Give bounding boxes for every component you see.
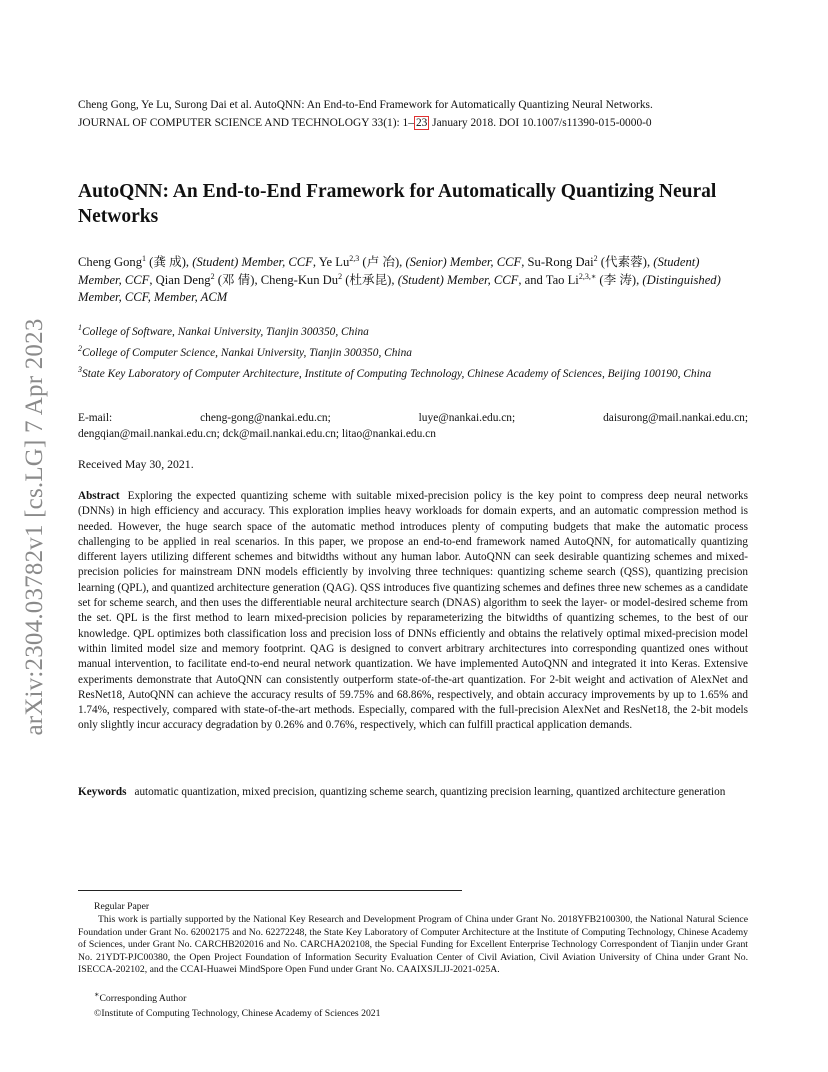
author-sup: 2,3: [349, 253, 360, 263]
footnote-sup: ∗: [94, 989, 100, 999]
author-role: (Senior) Member, CCF: [405, 255, 522, 269]
email-row: [78, 410, 748, 426]
keywords: [78, 785, 748, 800]
journal-line: [78, 117, 758, 129]
author-sup: 2: [593, 253, 598, 263]
email-addresses[interactable]: dengqian@mail.nankai.edu.cn; dck@mail.nankai.edu.cn; litao@nankai.edu.cn: [78, 428, 436, 440]
author-role: (Student) Member, CCF: [78, 255, 700, 287]
author-name: , Qian Deng: [149, 272, 211, 287]
footnote-paper-type: Regular Paper: [94, 901, 150, 912]
keywords-text: automatic quantization, mixed precision, quantizing scheme search, quantizing precision learning, quantized architecture generation: [134, 786, 726, 798]
affiliation-sup: 1: [78, 323, 82, 333]
affiliation-3: [78, 366, 746, 382]
author-list: [78, 254, 746, 307]
abstract-label: Abstract: [78, 490, 120, 502]
journal-info: JOURNAL OF COMPUTER SCIENCE AND TECHNOLOGY 33(1): 1–: [78, 117, 414, 129]
author-role: (Student) Member, CCF: [397, 272, 519, 287]
email-address[interactable]: cheng-gong@nankai.edu.cn;: [200, 412, 331, 424]
author-sup: 2,3,∗: [578, 271, 597, 281]
author-name: , and Tao Li: [518, 272, 579, 287]
author-role: (Distinguished) Member, CCF, Member, ACM: [78, 272, 721, 304]
paper-title: AutoQNN: An End-to-End Framework for Automatically Quantizing Neural Networks: [78, 181, 717, 227]
footnote-corresponding: [78, 989, 748, 1006]
affiliation-2: [78, 345, 746, 361]
arxiv-sidebar: [20, 292, 50, 762]
affiliation-sup: 2: [78, 344, 82, 354]
author-role: (Student) Member, CCF: [192, 255, 313, 269]
affiliation-text: College of Software, Nankai University, Tianjin 300350, China: [82, 326, 369, 338]
received-date: Received May 30, 2021.: [78, 457, 194, 471]
email-address[interactable]: luye@nankai.edu.cn;: [418, 412, 516, 424]
author-sup: 2: [338, 271, 343, 281]
abstract-text: Exploring the expected quantizing scheme with suitable mixed-precision policy is the key point to compress deep neural networks (DNNs) in high efficiency and accuracy. This exploration implies heavy workloads for domain experts, and an automatic compression method is needed. However, the huge search space of the automatic method introduces plenty of computing budgets that make the automatic process challenging to be applied in real scenarios. In this paper, we propose an end-to-end framework named AutoQNN, for automatically quantizing different layers utilizing different schemes and bitwidths without any human labor. AutoQNN can seek desirable quantizing schemes and mixed-precision policies for mainstream DNN models efficiently by involving three techniques: quantizing scheme search (QSS), quantizing precision learning (QPL), and quantized architecture generation (QAG). QSS introduces five quantizing schemes and defines three new schemes as a candidate set for scheme search, and then uses the differentiable neural architecture search (DNAS) algorithm to seek the layer- or model-desired scheme from the set. QPL is the first method to learn mixed-precision policies by reparameterizing the bitwidths of quantizing schemes, to the best of our knowledge. QPL optimizes both classification loss and precision loss of DNNs efficiently and obtains the relatively optimal mixed-precision model within limited model size and memory footprint. QAG is designed to convert arbitrary architectures into corresponding quantized ones without manual intervention, to facilitate end-to-end neural network quantization. We have implemented AutoQNN and integrated it into Keras. Extensive experiments demonstrate that AutoQNN can consistently outperform state-of-the-art quantization. For 2-bit weight and activation of AlexNet and ResNet18, AutoQNN can achieve the accuracy results of 59.75% and 68.86%, respectively, and obtain accuracy improvements by up to 1.65% and 1.74%, respectively, compared with state-of-the-art methods. Especially, compared with the full-precision AlexNet and ResNet18, the 2-bit models only slightly incur accuracy degradation by 0.26% and 0.76%, respectively, which can fulfill practical application demands.: [78, 490, 748, 732]
author-name: , Su-Rong Dai: [521, 255, 594, 269]
affiliation-text: State Key Laboratory of Computer Architecture, Institute of Computing Technology, Chinese Academy of Sciences, Beijing 100190, China: [82, 368, 712, 380]
author-cn: (卢 冶),: [359, 255, 406, 269]
footnote-text: Corresponding Author: [99, 993, 187, 1004]
author-cn: (龚 成),: [146, 255, 193, 269]
author-cn: (李 涛),: [596, 272, 643, 287]
keywords-label: Keywords: [78, 786, 127, 798]
journal-date-doi: January 2018. DOI 10.1007/s11390-015-0000-0: [429, 117, 652, 129]
author-sup: 1: [142, 253, 147, 263]
abstract: [78, 489, 748, 734]
affiliation-sup: 3: [78, 365, 82, 375]
author-cn: (杜承昆),: [342, 272, 398, 287]
footnote-funding: This work is partially supported by the National Key Research and Development Program of China under Grant No. 2018YFB2100300, the National Natural Science Foundation under Grant No. 62002175 and No. 62272248, the State Key Laboratory of Computer Architecture at the Institute of Computing Technology, Chinese Academy of Sciences, under Grant No. CARCHB202016 and No. CARCHA202108, the Special Funding for Excellent Enterprise Technology Correspondent of Tianjin under Grant No. 21YDT-PJC00380, the Open Project Foundation of Information Security Evaluation Center of Civil Aviation, Civil Aviation University of China under Grant No. ISECCA-202102, and the CCAI-Huawei MindSpore Open Fund under Grant No. CAAIXSJLJJ-2021-025A.: [78, 914, 748, 975]
email-address[interactable]: daisurong@mail.nankai.edu.cn;: [603, 412, 748, 424]
author-name: Cheng Gong: [78, 255, 143, 269]
affiliation-1: [78, 324, 746, 340]
email-block: [78, 410, 748, 442]
affiliation-text: College of Computer Science, Nankai University, Tianjin 300350, China: [82, 347, 412, 359]
footnote-copyright: ©Institute of Computing Technology, Chinese Academy of Sciences 2021: [94, 1008, 381, 1019]
author-sup: 2: [210, 271, 215, 281]
last-page-link[interactable]: 23: [415, 117, 428, 129]
author-cn: (代素蓉),: [597, 255, 654, 269]
author-cn: (邓 倩), Cheng-Kun Du: [214, 272, 339, 287]
arxiv-identifier: arXiv:2304.03782v1 [cs.LG] 7 Apr 2023: [21, 318, 48, 736]
running-header: Cheng Gong, Ye Lu, Surong Dai et al. AutoQNN: An End-to-End Framework for Automatically Quantizing Neural Networks.: [78, 99, 653, 111]
footnote-rule: [78, 890, 462, 891]
email-label: E-mail:: [78, 412, 113, 424]
author-name: , Ye Lu: [312, 255, 350, 269]
